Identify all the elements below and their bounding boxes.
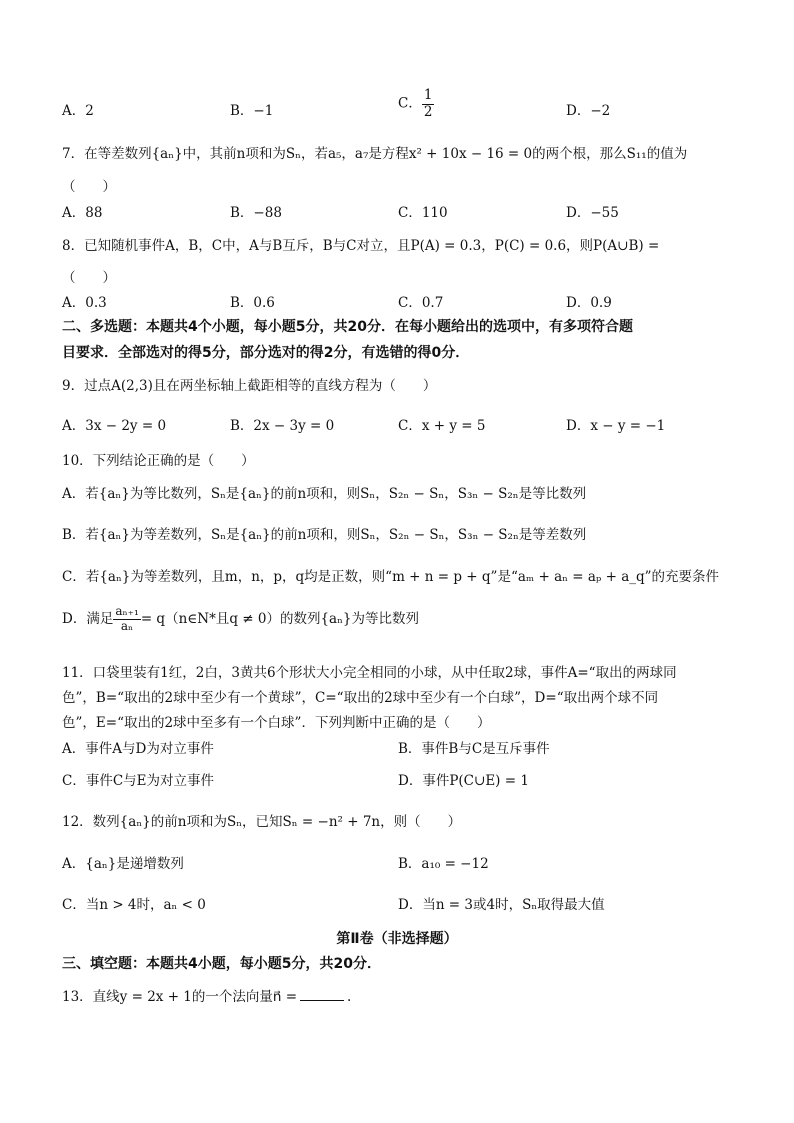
q12-option-b: B．a₁₀ = −12 <box>398 856 489 872</box>
q11-option-c: C．事件C与E为对立事件 <box>62 773 215 789</box>
q11-option-b: B．事件B与C是互斥事件 <box>398 741 550 757</box>
q8-option-d: D．0.9 <box>566 295 612 311</box>
q10-option-d-suffix: = q（n∈N*且q ≠ 0）的数列{aₙ}为等比数列 <box>140 610 420 627</box>
q10-option-d <box>62 605 419 634</box>
q8-stem-line1: 8．已知随机事件A，B，C中，A与B互斥，B与C对立，且P(A) = 0.3，P(C) = 0.6，则P(A∪B) = <box>62 238 660 254</box>
q6-option-c-label: C． <box>398 95 422 112</box>
q8-stem-line2: （ ） <box>62 270 116 286</box>
q8-option-b: B．0.6 <box>230 295 275 311</box>
q11-option-d: D．事件P(C∪E) = 1 <box>398 773 529 789</box>
answer-blank <box>300 988 344 1001</box>
q10-stem: 10．下列结论正确的是（ ） <box>62 453 255 469</box>
section2-heading-line2: 目要求．全部选对的得5分，部分选对的得2分，有选错的得0分． <box>62 345 470 361</box>
q10-option-b: B．若{aₙ}为等差数列，Sₙ是{aₙ}的前n项和，则Sₙ，S₂ₙ − Sₙ，S₃ₙ − S₂ₙ是等差数列 <box>62 527 587 543</box>
q13-stem <box>62 985 351 1005</box>
q7-option-b: B．−88 <box>230 205 282 221</box>
q7-option-c: C．110 <box>398 205 448 221</box>
q12-option-d: D．当n = 3或4时，Sₙ取得最大值 <box>398 897 605 913</box>
q10-option-d-fraction <box>113 605 141 634</box>
q11-stem-line1: 11．口袋里装有1红，2白，3黄共6个形状大小完全相同的小球，从中任取2球，事件A=“取出的两球同 <box>62 665 677 681</box>
part2-heading: 第Ⅱ卷（非选择题） <box>336 931 458 947</box>
q6-option-b: B．−1 <box>230 103 274 119</box>
q6-option-d: D．−2 <box>566 103 611 119</box>
q10-option-a: A．若{aₙ}为等比数列，Sₙ是{aₙ}的前n项和，则Sₙ，S₂ₙ − Sₙ，S₃ₙ − S₂ₙ是等比数列 <box>62 486 587 502</box>
q10-option-d-prefix: D．满足 <box>62 610 114 627</box>
q6-option-a: A．2 <box>62 103 94 119</box>
fraction-numerator: 1 <box>423 87 433 103</box>
q12-option-c: C．当n > 4时，aₙ < 0 <box>62 897 206 913</box>
section3-heading: 三、填空题：本题共4小题，每小题5分，共20分． <box>62 956 381 972</box>
fraction-denominator: 2 <box>423 103 433 120</box>
q11-option-a: A．事件A与D为对立事件 <box>62 741 214 757</box>
q8-option-c: C．0.7 <box>398 295 444 311</box>
q9-stem: 9．过点A(2,3)且在两坐标轴上截距相等的直线方程为（ ） <box>62 378 437 394</box>
q10-option-c: C．若{aₙ}为等差数列，且m，n，p，q均是正数，则“m + n = p + q”是“aₘ + aₙ = aₚ + a_q”的充要条件 <box>62 569 720 585</box>
q13-stem-end: . <box>347 989 352 1005</box>
q8-option-a: A．0.3 <box>62 295 107 311</box>
q12-stem: 12．数列{aₙ}的前n项和为Sₙ，已知Sₙ = −n² + 7n，则（ ） <box>62 814 462 830</box>
q7-stem-line2: （ ） <box>62 179 116 195</box>
q9-option-a: A．3x − 2y = 0 <box>62 418 167 434</box>
q11-stem-line3: 色”，E=“取出的2球中至多有一个白球”．下列判断中正确的是（ ） <box>62 715 491 731</box>
q12-option-a: A．{aₙ}是递增数列 <box>62 856 184 872</box>
q9-option-b: B．2x − 3y = 0 <box>230 418 335 434</box>
fraction-denominator: aₙ <box>120 618 134 633</box>
q13-stem-text: 13．直线y = 2x + 1的一个法向量n⃗ = <box>62 989 298 1005</box>
q9-option-c: C．x + y = 5 <box>398 418 486 434</box>
section2-heading-line1: 二、多选题：本题共4个小题，每小题5分，共20分．在每小题给出的选项中，有多项符合题 <box>62 319 633 335</box>
q6-option-c <box>398 88 434 120</box>
q7-stem-line1: 7．在等差数列{aₙ}中，其前n项和为Sₙ，若a₅，a₇是方程x² + 10x − 16 = 0的两个根，那么S₁₁的值为 <box>62 146 688 162</box>
q11-stem-line2: 色”，B=“取出的2球中至少有一个黄球”，C=“取出的2球中至少有一个白球”，D=“取出两个球不同 <box>62 690 659 706</box>
q6-option-c-fraction <box>422 88 435 120</box>
q7-option-a: A．88 <box>62 205 103 221</box>
fraction-numerator: aₙ₊₁ <box>115 604 139 618</box>
q7-option-d: D．−55 <box>566 205 619 221</box>
q9-option-d: D．x − y = −1 <box>566 418 666 434</box>
